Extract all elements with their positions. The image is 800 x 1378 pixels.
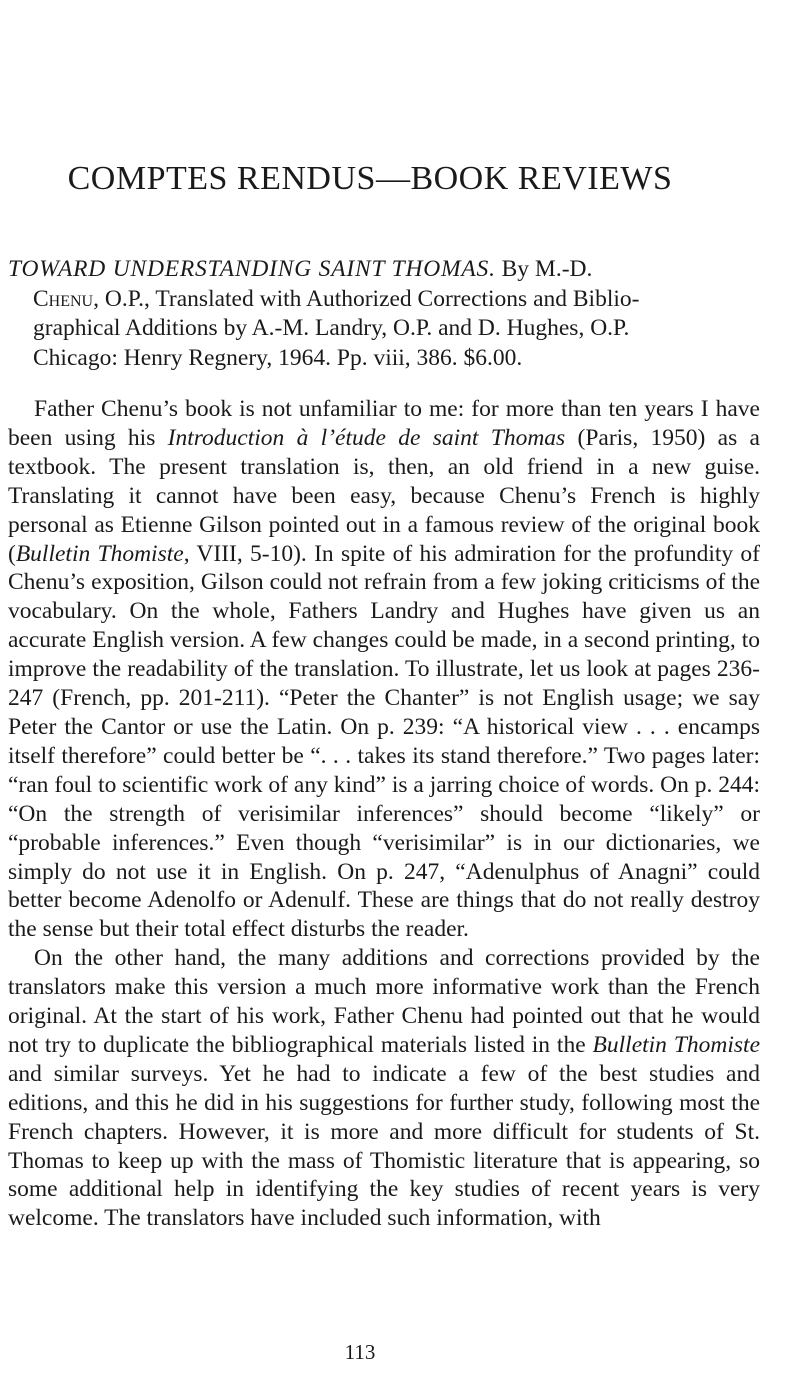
book-title: TOWARD UNDERSTANDING SAINT THOMAS. bbox=[8, 256, 496, 282]
book-reference-french: Introduction à l’étude de saint Thomas bbox=[167, 424, 566, 451]
paragraph-2 bbox=[8, 944, 760, 1233]
journal-reference: Bulletin Thomiste bbox=[592, 1031, 761, 1058]
citation-line-4: Chicago: Henry Regnery, 1964. Pp. viii, 386. $6.00. bbox=[33, 344, 523, 371]
review-body bbox=[8, 395, 760, 1233]
paragraph-1-part-1: Father Chenu’s book is not unfamiliar to me: for more than ten years I have been using his bbox=[8, 396, 760, 451]
paragraph-1-part-2: (Paris, 1950) as a textbook. The present translation is, then, an old friend in a new guise. Translating it cannot have been easy, because Chenu’s French is highly personal as Etienne Gilson pointed out in a famous review of the original book ( bbox=[8, 424, 760, 567]
citation-line-1 bbox=[8, 255, 752, 285]
citation-line-2-rest: , O.P., Translated with Authorized Corrections and Biblio- bbox=[93, 285, 640, 312]
citation-by: By M.-D. bbox=[501, 256, 593, 282]
paragraph-2-part-2: and similar surveys. Yet he had to indicate a few of the best studies and editions, and this he did in his suggestions for further study, following most the French chapters. However, it is more and more difficult for students of St. Thomas to keep up with the mass of Thomistic literature that is appearing, so some additional help in identifying the key studies of recent years is very welcome. The translators have included such information, with bbox=[8, 1060, 760, 1232]
section-heading: COMPTES RENDUS—BOOK REVIEWS bbox=[67, 160, 673, 197]
review-citation bbox=[8, 255, 752, 373]
journal-reference: Bulletin Thomiste bbox=[15, 540, 184, 567]
page-number: 113 bbox=[344, 1340, 376, 1364]
paragraph-1 bbox=[8, 395, 760, 944]
paragraph-1-part-3: , VIII, 5-10). In spite of his admiration for the profundity of Chenu’s exposition, Gilson could not refrain from a few joking criticisms of the vocabulary. On the whole, Fathers Landry and Hughes have given us an accurate English version. A few changes could be made, in a second printing, to improve the readability of the translation. To illustrate, let us look at pages 236-247 (French, pp. 201-211). “Peter the Chanter” is not English usage; we say Peter the Cantor or use the Latin. On p. 239: “A historical view . . . encamps itself therefore” could better be “. . . takes its stand therefore.” Two pages later: “ran foul to scientific work of any kind” is a jarring choice of words. On p. 244: “On the strength of verisimilar inferences” should become “likely” or “probable inferences.” Even though “verisimilar” is in our dictionaries, we simply do not use it in English. On p. 247, “Adenulphus of Anagni” could better become Adenolfo or Adenulf. These are things that do not really destroy the sense but their total effect disturbs the reader. bbox=[8, 540, 760, 943]
citation-line-2 bbox=[8, 285, 752, 315]
citation-author: Chenu bbox=[33, 285, 94, 312]
citation-line-3: graphical Additions by A.-M. Landry, O.P. and D. Hughes, O.P. bbox=[33, 315, 630, 341]
paragraph-2-part-1: On the other hand, the many additions and corrections provided by the translators make this version a much more informative work than the French original. At the start of his work, Father Chenu had pointed out that he would not try to duplicate the bibliographical materials listed in the bbox=[8, 945, 760, 1058]
